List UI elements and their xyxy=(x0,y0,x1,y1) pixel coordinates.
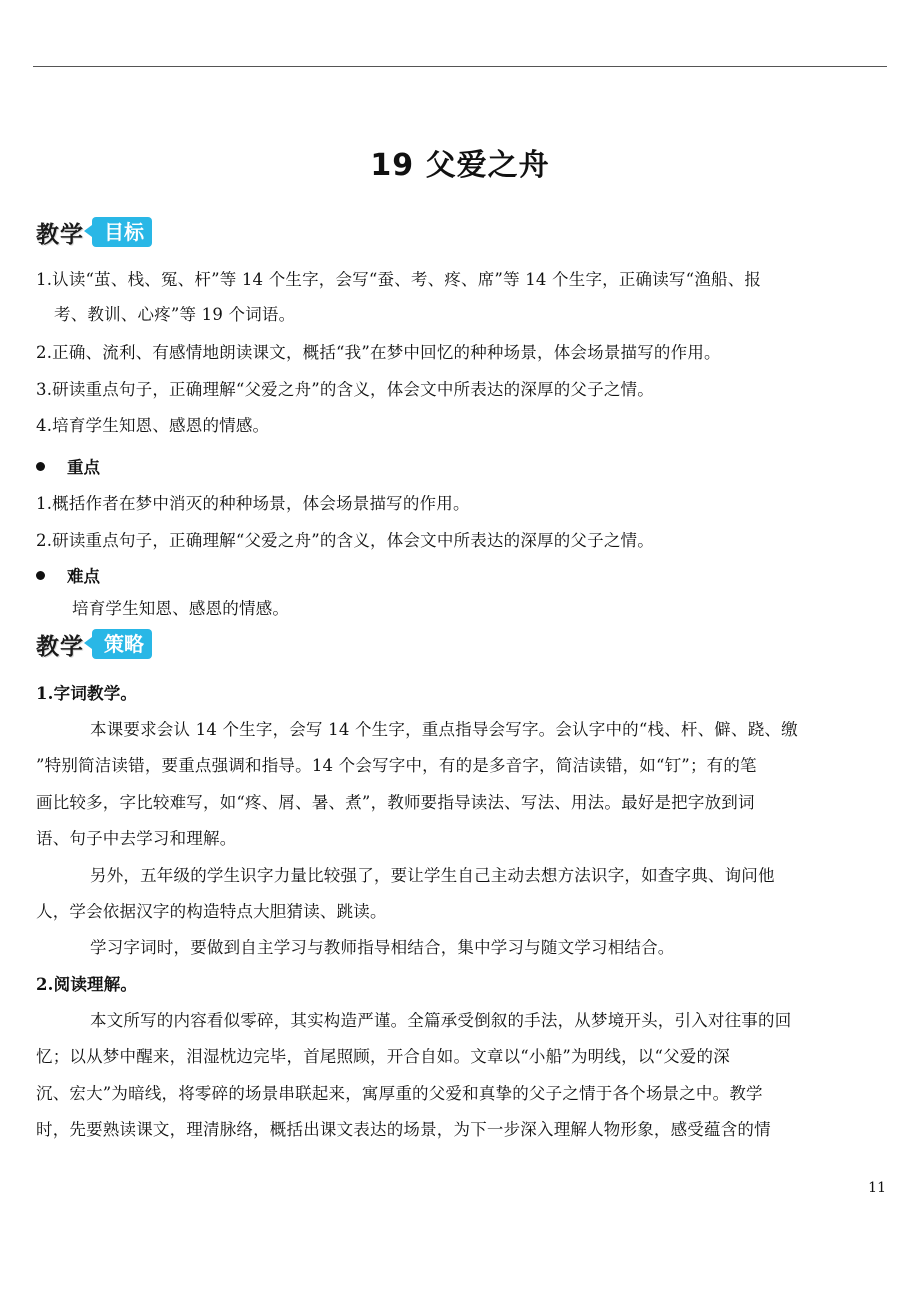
section1-line: 本课要求会认 14 个生字，会写 14 个生字，重点指导会写字。会认字中的“栈、杆、僻、跷、缴 xyxy=(90,720,798,739)
difficulties-label: 难点 xyxy=(67,567,100,586)
goal-line: 4.培育学生知恩、感恩的情感。 xyxy=(36,416,270,435)
section2-line: 时，先要熟读课文，理清脉络，概括出课文表达的场景，为下一步深入理解人物形象，感受蕴含的情 xyxy=(36,1120,771,1139)
section2-line: 本文所写的内容看似零碎，其实构造严谨。全篇承受倒叙的手法，从梦境开头，引入对往事的回 xyxy=(90,1011,792,1030)
goal-line: 2.正确、流利、有感情地朗读课文，概括“我”在梦中回忆的种种场景，体会场景描写的作用。 xyxy=(36,343,721,362)
goal-line: 考、教训、心疼”等 19 个词语。 xyxy=(54,305,296,324)
lesson-title: 19 父爱之舟 xyxy=(370,148,550,183)
key-points-heading xyxy=(36,454,100,478)
header-rule xyxy=(33,66,887,67)
difficulties-heading xyxy=(36,563,100,587)
key-points-label: 重点 xyxy=(67,458,100,477)
strategy-badge-lead: 教学 xyxy=(36,633,84,660)
section1-line: 学习字词时，要做到自主学习与教师指导相结合，集中学习与随文学习相结合。 xyxy=(90,938,675,957)
goal-line: 1.认读“茧、栈、冤、杆”等 14 个生字，会写“蚕、考、疼、席”等 14 个生字，正确读写“渔船、报 xyxy=(36,270,762,289)
section1-line: 另外，五年级的学生识字力量比较强了，要让学生自己主动去想方法识字，如查字典、询问他 xyxy=(90,866,775,885)
key-point-item: 2.研读重点句子，正确理解“父爱之舟”的含义，体会文中所表达的深厚的父子之情。 xyxy=(36,531,654,550)
section1-line: 人，学会依据汉字的构造特点大胆猜读、跳读。 xyxy=(36,902,387,921)
key-point-item: 1.概括作者在梦中消灭的种种场景，体会场景描写的作用。 xyxy=(36,494,470,513)
section1-line: ”特别简洁读错，要重点强调和指导。14 个会写字中，有的是多音字，简洁读错，如“钉”；有的笔 xyxy=(36,756,757,775)
bullet-icon xyxy=(36,571,45,580)
page-number: 11 xyxy=(868,1180,886,1196)
bullet-icon xyxy=(36,462,45,471)
difficulty-item: 培育学生知恩、感恩的情感。 xyxy=(72,599,290,618)
goals-badge xyxy=(36,215,152,249)
strategy-badge xyxy=(36,627,152,661)
section2-line: 沉、宏大”为暗线，将零碎的场景串联起来，寓厚重的父爱和真挚的父子之情于各个场景之中。教学 xyxy=(36,1084,763,1103)
section1-line: 语、句子中去学习和理解。 xyxy=(36,829,237,848)
goals-badge-lead: 教学 xyxy=(36,221,84,248)
section2-heading: 2.阅读理解。 xyxy=(36,975,138,994)
section2-line: 忆；以从梦中醒来，泪湿枕边完毕，首尾照顾，开合自如。文章以“小船”为明线，以“父爱的深 xyxy=(36,1047,730,1066)
goal-line: 3.研读重点句子，正确理解“父爱之舟”的含义，体会文中所表达的深厚的父子之情。 xyxy=(36,380,654,399)
section1-line: 画比较多，字比较难写，如“疼、屑、暑、煮”，教师要指导读法、写法、用法。最好是把字放到词 xyxy=(36,793,755,812)
goals-badge-tag: 目标 xyxy=(92,217,152,247)
section1-heading: 1.字词教学。 xyxy=(36,684,138,703)
strategy-badge-tag: 策略 xyxy=(92,629,152,659)
